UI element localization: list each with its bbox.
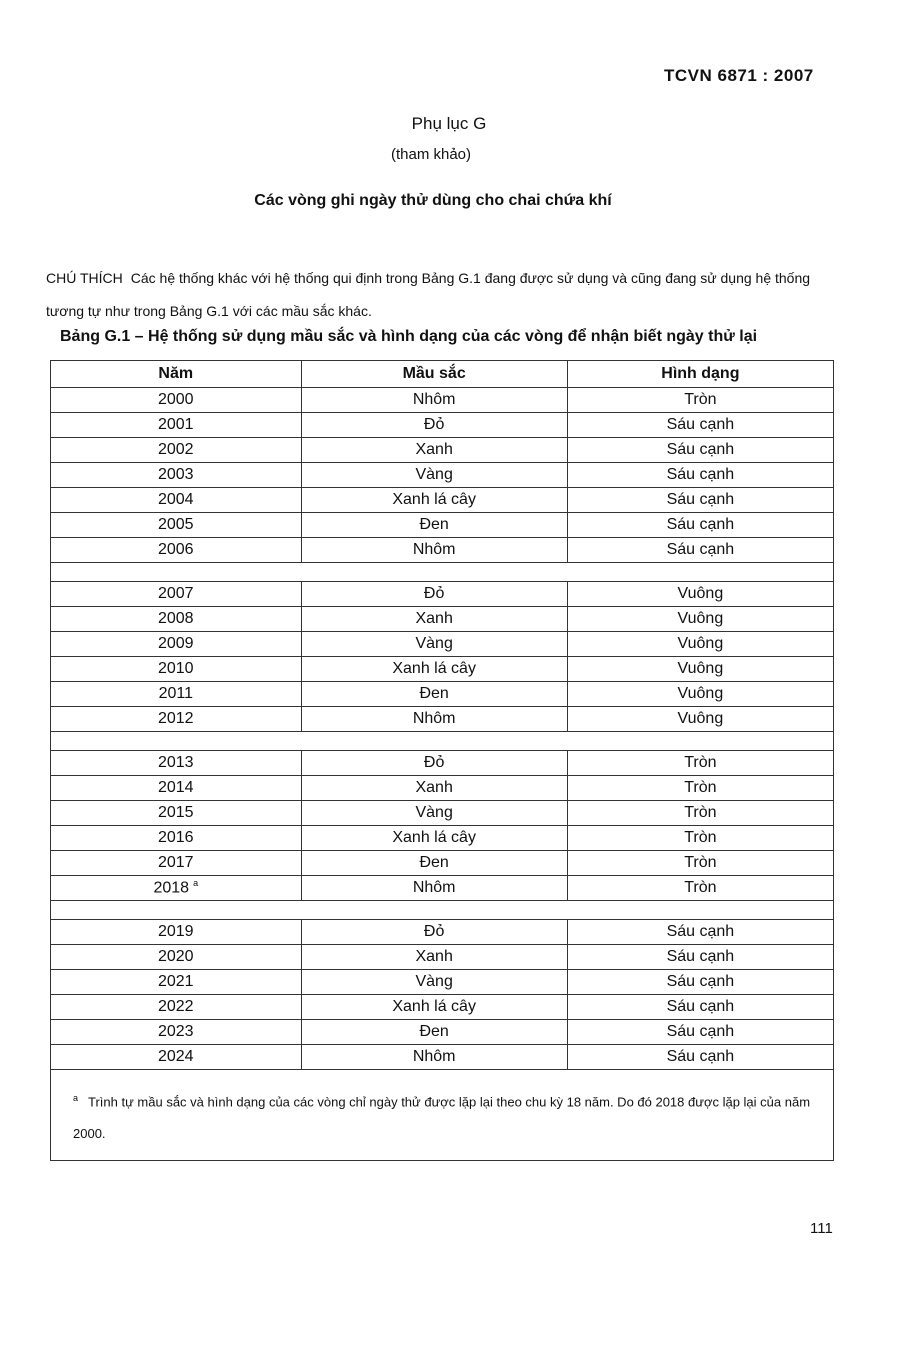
cell-shape	[567, 707, 833, 732]
cell-shape-text: Sáu cạnh	[666, 441, 735, 458]
note-label: CHÚ THÍCH	[46, 270, 123, 286]
cell-shape-text: Sáu cạnh	[666, 416, 735, 433]
cell-year	[51, 582, 302, 607]
cell-year-text: 2019	[157, 923, 194, 940]
cell-shape	[567, 1020, 833, 1045]
cell-color	[301, 632, 567, 657]
cell-shape-text: Vuông	[677, 685, 724, 702]
cell-color-text: Đỏ	[423, 923, 445, 940]
group-separator	[51, 901, 834, 920]
cell-color	[301, 463, 567, 488]
cell-year	[51, 970, 302, 995]
table-row	[51, 682, 834, 707]
cell-shape-text: Tròn	[684, 879, 717, 896]
cell-year	[51, 488, 302, 513]
cell-year	[51, 538, 302, 563]
cell-color	[301, 995, 567, 1020]
cell-year	[51, 801, 302, 826]
cell-year-text: 2008	[157, 610, 194, 627]
cell-color-text: Xanh	[415, 610, 453, 627]
cell-shape	[567, 876, 833, 901]
table-row	[51, 438, 834, 463]
cell-color	[301, 607, 567, 632]
cell-year	[51, 607, 302, 632]
cell-color	[301, 970, 567, 995]
cell-year-text: 2011	[158, 685, 193, 702]
table-body	[51, 388, 834, 1070]
cell-shape-text: Sáu cạnh	[666, 923, 735, 940]
cell-color-text: Xanh lá cây	[392, 829, 476, 846]
cell-shape	[567, 657, 833, 682]
cell-color-text: Xanh	[415, 779, 453, 796]
table-row	[51, 513, 834, 538]
cell-color	[301, 682, 567, 707]
cell-year	[51, 876, 302, 901]
cell-shape-text: Tròn	[684, 754, 717, 771]
cell-shape	[567, 776, 833, 801]
note-text: Các hệ thống khác với hệ thống qui định trong Bảng G.1 đang được sử dụng và cũng đang sử dụng hệ thống tương tự như trong Bảng G.1 với các mầu sắc khác.	[46, 270, 811, 319]
year-footnote-mark: a	[193, 878, 199, 889]
retest-table	[50, 360, 834, 1161]
cell-year-text: 2004	[157, 491, 194, 508]
table-row	[51, 657, 834, 682]
cell-shape	[567, 607, 833, 632]
cell-shape	[567, 632, 833, 657]
cell-shape-text: Vuông	[677, 585, 724, 602]
cell-shape	[567, 538, 833, 563]
cell-year	[51, 920, 302, 945]
footnote-mark: a	[73, 1093, 79, 1103]
table-row	[51, 751, 834, 776]
table-row	[51, 388, 834, 413]
standard-code: TCVN 6871 : 2007	[664, 66, 814, 85]
cell-shape	[567, 413, 833, 438]
cell-color-text: Vàng	[415, 804, 453, 821]
table-row	[51, 826, 834, 851]
cell-shape-text: Tròn	[684, 854, 717, 871]
cell-year-text: 2016	[157, 829, 194, 846]
cell-color-text: Đỏ	[423, 416, 445, 433]
cell-shape	[567, 682, 833, 707]
table-row	[51, 538, 834, 563]
header-shape: Hình dạng	[567, 361, 833, 388]
cell-year	[51, 388, 302, 413]
table-row	[51, 945, 834, 970]
cell-year	[51, 632, 302, 657]
footnote-text: Trình tự mầu sắc và hình dạng của các vòng chỉ ngày thử được lặp lại theo chu kỳ 18 năm. Do đó 2018 được lặp lại của năm 2000.	[73, 1094, 811, 1142]
cell-year-text: 2013	[157, 754, 194, 771]
appendix-subtitle: (tham khảo)	[390, 146, 472, 163]
cell-year	[51, 1045, 302, 1070]
section-title: Các vòng ghi ngày thử dùng cho chai chứa khí	[254, 192, 612, 209]
cell-shape-text: Vuông	[677, 610, 724, 627]
cell-color	[301, 707, 567, 732]
cell-year-text: 2012	[157, 710, 194, 727]
cell-shape-text: Sáu cạnh	[666, 466, 735, 483]
group-separator-row	[51, 901, 834, 920]
cell-color	[301, 413, 567, 438]
table-row	[51, 995, 834, 1020]
cell-color-text: Xanh lá cây	[392, 660, 476, 677]
cell-shape	[567, 513, 833, 538]
cell-shape-text: Vuông	[677, 660, 724, 677]
cell-shape	[567, 851, 833, 876]
table-row	[51, 582, 834, 607]
cell-year-text: 2000	[157, 391, 194, 408]
cell-year-text: 2022	[157, 998, 194, 1015]
cell-shape-text: Sáu cạnh	[666, 998, 735, 1015]
cell-year-text: 2015	[157, 804, 194, 821]
cell-shape	[567, 1045, 833, 1070]
cell-year-text: 2009	[157, 635, 194, 652]
cell-color-text: Đỏ	[423, 754, 445, 771]
cell-shape-text: Tròn	[684, 391, 717, 408]
cell-color-text: Vàng	[415, 635, 453, 652]
cell-shape	[567, 463, 833, 488]
cell-year	[51, 463, 302, 488]
header-color: Mầu sắc	[301, 361, 567, 388]
table-row	[51, 776, 834, 801]
cell-shape-text: Vuông	[677, 710, 724, 727]
group-separator-row	[51, 732, 834, 751]
footnote-row	[51, 1070, 834, 1161]
cell-year-text: 2001	[157, 416, 194, 433]
cell-color-text: Vàng	[415, 466, 453, 483]
table-row	[51, 463, 834, 488]
cell-color-text: Xanh	[415, 948, 453, 965]
table-container	[50, 360, 834, 1161]
cell-color	[301, 1020, 567, 1045]
cell-shape	[567, 920, 833, 945]
cell-year	[51, 826, 302, 851]
cell-shape-text: Tròn	[684, 829, 717, 846]
cell-shape	[567, 388, 833, 413]
page-number: 111	[810, 1220, 833, 1237]
cell-year-text: 2020	[157, 948, 194, 965]
cell-year-text: 2017	[157, 854, 194, 871]
cell-color	[301, 582, 567, 607]
cell-year	[51, 707, 302, 732]
cell-shape	[567, 995, 833, 1020]
cell-year	[51, 682, 302, 707]
cell-color	[301, 945, 567, 970]
table-footnote	[51, 1070, 834, 1161]
cell-shape-text: Sáu cạnh	[666, 1023, 735, 1040]
cell-color	[301, 751, 567, 776]
cell-shape-text: Sáu cạnh	[666, 491, 735, 508]
cell-color-text: Nhôm	[412, 391, 456, 408]
cell-color-text: Nhôm	[412, 879, 456, 896]
cell-shape	[567, 582, 833, 607]
cell-shape-text: Sáu cạnh	[666, 948, 735, 965]
table-row	[51, 801, 834, 826]
group-separator	[51, 563, 834, 582]
cell-color	[301, 801, 567, 826]
cell-year-text: 2014	[157, 779, 194, 796]
cell-color	[301, 513, 567, 538]
cell-shape-text: Tròn	[684, 804, 717, 821]
cell-color	[301, 1045, 567, 1070]
table-row	[51, 707, 834, 732]
cell-shape	[567, 945, 833, 970]
cell-color	[301, 826, 567, 851]
table-row	[51, 413, 834, 438]
header-year: Năm	[51, 361, 302, 388]
cell-year-text: 2007	[157, 585, 194, 602]
table-row	[51, 920, 834, 945]
table-row	[51, 876, 834, 901]
cell-color	[301, 920, 567, 945]
cell-color-text: Xanh lá cây	[392, 998, 476, 1015]
cell-year	[51, 995, 302, 1020]
cell-shape-text: Sáu cạnh	[666, 973, 735, 990]
cell-color-text: Nhôm	[412, 541, 456, 558]
cell-year	[51, 657, 302, 682]
appendix-title: Phụ lục G	[411, 114, 487, 133]
cell-shape	[567, 438, 833, 463]
cell-color-text: Đen	[419, 854, 449, 871]
cell-color-text: Nhôm	[412, 1048, 456, 1065]
cell-color-text: Đen	[419, 516, 449, 533]
cell-year-text: 2006	[157, 541, 194, 558]
cell-shape-text: Tròn	[684, 779, 717, 796]
cell-color-text: Xanh lá cây	[392, 491, 476, 508]
cell-color	[301, 538, 567, 563]
table-row	[51, 632, 834, 657]
cell-year	[51, 513, 302, 538]
cell-shape-text: Vuông	[677, 635, 724, 652]
cell-shape	[567, 970, 833, 995]
group-separator-row	[51, 563, 834, 582]
table-row	[51, 851, 834, 876]
table-header-row	[51, 361, 834, 388]
cell-year-text: 2002	[157, 441, 194, 458]
cell-year	[51, 438, 302, 463]
cell-shape	[567, 488, 833, 513]
cell-year	[51, 851, 302, 876]
table-row	[51, 970, 834, 995]
cell-year	[51, 413, 302, 438]
cell-shape-text: Sáu cạnh	[666, 1048, 735, 1065]
cell-shape	[567, 826, 833, 851]
cell-year-text: 2018	[153, 879, 190, 897]
cell-shape	[567, 751, 833, 776]
cell-year-text: 2010	[157, 660, 194, 677]
cell-color	[301, 488, 567, 513]
group-separator	[51, 732, 834, 751]
cell-shape-text: Sáu cạnh	[666, 541, 735, 558]
table-caption: Bảng G.1 – Hệ thống sử dụng mầu sắc và hình dạng của các vòng để nhận biết ngày thử lại	[60, 328, 758, 345]
cell-year-text: 2003	[157, 466, 194, 483]
cell-color-text: Xanh	[415, 441, 453, 458]
table-row	[51, 488, 834, 513]
cell-color-text: Vàng	[415, 973, 453, 990]
cell-color	[301, 876, 567, 901]
table-row	[51, 1020, 834, 1045]
cell-color	[301, 388, 567, 413]
cell-color-text: Đen	[419, 1023, 449, 1040]
cell-color	[301, 657, 567, 682]
cell-year-text: 2005	[157, 516, 194, 533]
cell-color	[301, 776, 567, 801]
cell-year-text: 2023	[157, 1023, 194, 1040]
note	[46, 262, 836, 328]
cell-year	[51, 751, 302, 776]
cell-year-text: 2024	[157, 1048, 194, 1065]
cell-year	[51, 1020, 302, 1045]
cell-shape-text: Sáu cạnh	[666, 516, 735, 533]
cell-color	[301, 438, 567, 463]
cell-year	[51, 776, 302, 801]
cell-shape	[567, 801, 833, 826]
cell-year-text: 2021	[157, 973, 194, 990]
table-row	[51, 1045, 834, 1070]
table-row	[51, 607, 834, 632]
cell-color-text: Đỏ	[423, 585, 445, 602]
cell-color-text: Đen	[419, 685, 449, 702]
cell-color	[301, 851, 567, 876]
cell-year	[51, 945, 302, 970]
cell-color-text: Nhôm	[412, 710, 456, 727]
